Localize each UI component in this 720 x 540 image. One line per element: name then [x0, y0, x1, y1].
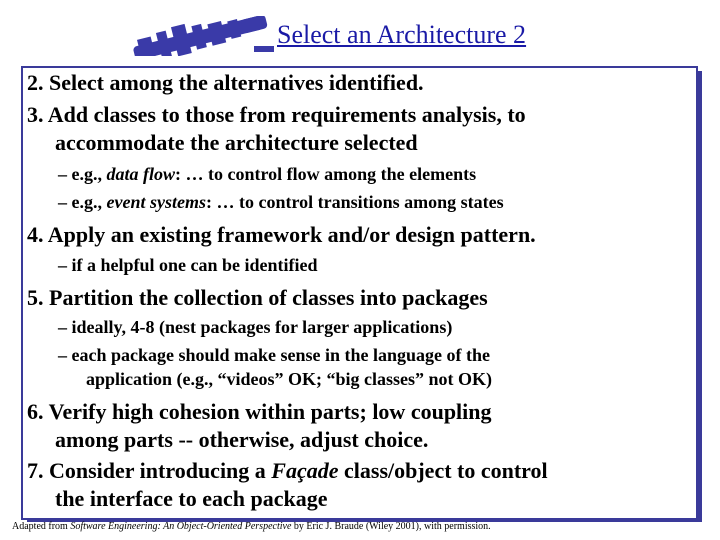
item-2: 2. Select among the alternatives identified.: [27, 70, 424, 95]
subitem-data-flow: – e.g., data flow: … to control flow among the elements: [58, 164, 477, 184]
item-5: 5. Partition the collection of classes into packages: [27, 285, 488, 310]
page-title: Select an Architecture 2: [277, 20, 527, 49]
content-box: [21, 66, 698, 520]
item-6-line2: among parts -- otherwise, adjust choice.: [55, 427, 429, 452]
attribution: Adapted from Software Engineering: An Object-Oriented Perspective by Eric J. Braude (Wiley 2001), with permission.: [12, 521, 491, 532]
item-7-line2: the interface to each package: [55, 486, 328, 511]
subitem-package-sense-line2: application (e.g., “videos” OK; “big classes” not OK): [86, 369, 493, 389]
item-4: 4. Apply an existing framework and/or design pattern.: [27, 222, 536, 247]
item-6-line1: 6. Verify high cohesion within parts; low coupling: [27, 399, 492, 424]
item-3-line2: accommodate the architecture selected: [55, 130, 418, 155]
subitem-helpful: – if a helpful one can be identified: [58, 255, 318, 275]
subitem-event-systems: – e.g., event systems: … to control transitions among states: [58, 192, 504, 212]
subitem-ideally: – ideally, 4-8 (nest packages for larger applications): [58, 317, 453, 337]
item-7-line1: 7. Consider introducing a Façade class/object to control: [27, 458, 548, 483]
subitem-package-sense-line1: – each package should make sense in the language of the: [58, 345, 491, 365]
item-3-line1: 3. Add classes to those from requirements analysis, to: [27, 102, 526, 127]
logo-icon: [128, 16, 276, 56]
